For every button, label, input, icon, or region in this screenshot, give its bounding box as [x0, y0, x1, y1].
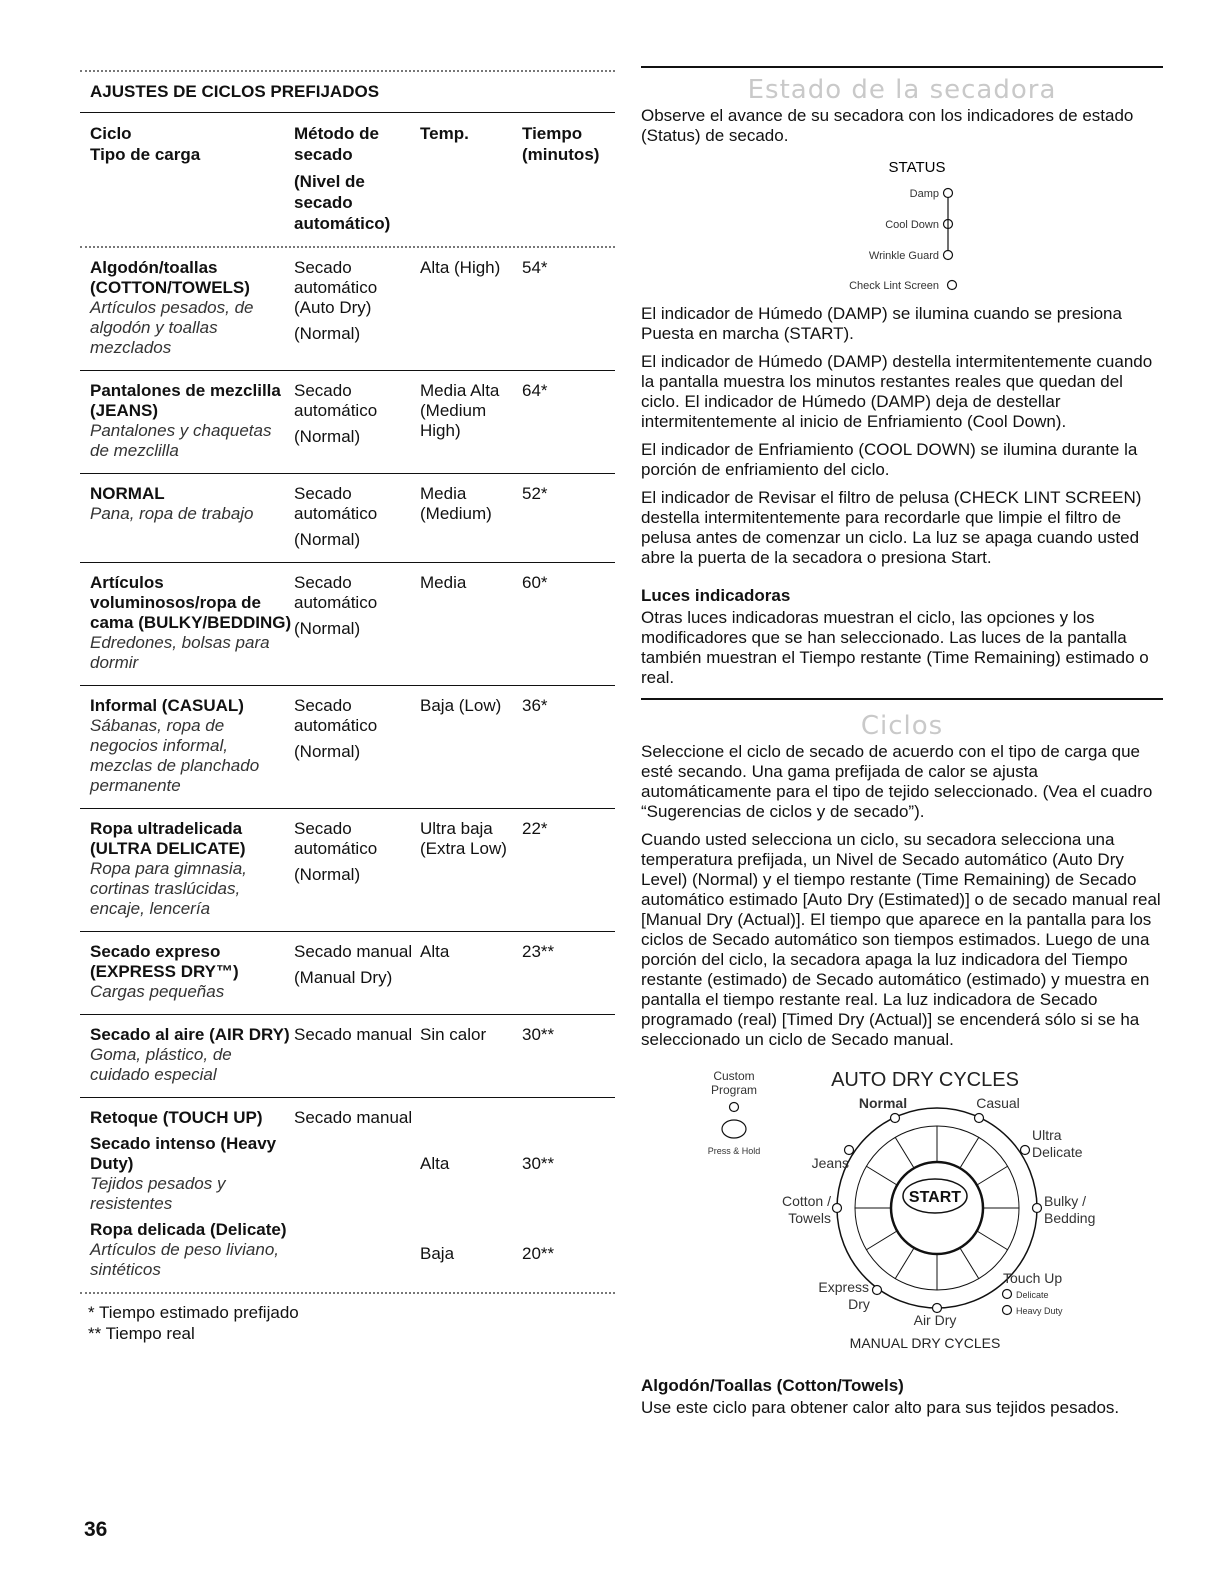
status-lint-light	[948, 281, 957, 290]
start-label: START	[908, 1189, 962, 1206]
header-temp: Temp.	[420, 124, 469, 143]
dry-label: Dry	[848, 1296, 870, 1312]
cycle-method: Secado automático	[294, 696, 378, 735]
paragraph: Cuando usted selecciona un ciclo, su secadora selecciona una temperatura prefijada, un Nivel de Secado automático (Auto Dry Level) (Normal) y el tiempo restante (Time Remaining) de Secado automático estimado [Auto Dry (Estimated)] o de secado manual real [Manual Dry (Actual)]. El tiempo que aparece en la pantalla para los ciclos de Secado automático son tiempos estimados. Luego de una porción del ciclo, la secadora apaga la luz indicadora del Tiempo restante (estimado) de Secado automático (estimado) y muestra en pantalla el tiempo restante real. La luz indicadora de Secado programado (real) [Timed Dry (Actual)] se encenderá sólo si se ha seleccionado un ciclo de Secado manual.	[641, 830, 1161, 1049]
delicate-light	[1003, 1290, 1012, 1299]
towels-label: Towels	[788, 1210, 831, 1226]
table-row	[80, 1015, 615, 1097]
custom-program-light	[730, 1103, 739, 1112]
cycle-temp: Media Alta (Medium High)	[420, 381, 500, 440]
express-label: Express	[818, 1279, 869, 1295]
manual-dry-title: MANUAL DRY CYCLES	[849, 1335, 1001, 1351]
cycle-load: Ropa para gimnasia, cortinas traslúcidas, encaje, lencería	[90, 859, 247, 918]
table-row	[80, 1098, 615, 1292]
cycle-time: 20**	[522, 1244, 555, 1263]
bedding-label: Bedding	[1044, 1210, 1096, 1226]
cycle-load: Sábanas, ropa de negocios informal, mezclas de planchado permanente	[90, 716, 260, 795]
table-row	[80, 932, 615, 1014]
cycle-time: 22*	[522, 819, 548, 838]
cycle-time: 52*	[522, 484, 548, 503]
cycle-method: Secado automático (Auto Dry)	[294, 258, 378, 317]
cycle-temp: Ultra baja (Extra Low)	[420, 819, 507, 858]
table-row	[80, 563, 615, 685]
header-load-type: Tipo de carga	[90, 145, 201, 164]
cycle-temp: Media	[420, 573, 467, 592]
footnote: ** Tiempo real	[88, 1324, 195, 1343]
cycle-time: 30**	[522, 1025, 555, 1044]
cycle-load: Tejidos pesados y resistentes	[90, 1174, 226, 1213]
cycle-temp: Media (Medium)	[420, 484, 492, 523]
table-row	[80, 248, 615, 370]
cycle-time: 54*	[522, 258, 548, 277]
table-header	[80, 113, 615, 246]
express-dry-light	[873, 1286, 882, 1295]
normal-light	[891, 1114, 900, 1123]
casual-light	[975, 1114, 984, 1123]
heavy-duty-label: Heavy Duty	[1016, 1306, 1063, 1316]
header-minutes: (minutos)	[522, 145, 600, 164]
cycle-load: Cargas pequeñas	[90, 982, 225, 1001]
cycle-name: Ropa ultradelicada (ULTRA DELICATE)	[90, 819, 246, 858]
cycle-dial-diagram	[641, 1058, 1163, 1368]
paragraph: El indicador de Húmedo (DAMP) destella intermitentemente cuando la pantalla muestra los minutos restantes reales que quedan del ciclo. El indicador de Húmedo (DAMP) deja de destellar intermitentemente al inicio de Enfriamiento (Cool Down).	[641, 352, 1153, 431]
touch-up-label: Touch Up	[1003, 1270, 1063, 1286]
cycle-name: Secado intenso (Heavy Duty)	[90, 1134, 277, 1173]
cycle-method: Secado automático	[294, 484, 378, 523]
cycle-dry-level: (Normal)	[294, 619, 361, 638]
cycle-method: Secado automático	[294, 573, 378, 612]
normal-label: Normal	[858, 1095, 908, 1111]
header-dry-method: Método de secado	[294, 124, 379, 164]
table-row	[80, 371, 615, 473]
cycle-temp: Sin calor	[420, 1025, 487, 1044]
status-damp-light	[944, 189, 953, 198]
paragraph: El indicador de Húmedo (DAMP) se ilumina cuando se presiona Puesta en marcha (START).	[641, 304, 1122, 343]
cycle-dry-level: (Normal)	[294, 324, 361, 343]
cycle-load: Pantalones y chaquetas de mezclilla	[90, 421, 272, 460]
ultra-delicate-light	[1021, 1146, 1030, 1155]
table-row	[80, 686, 615, 808]
header-dry-level: (Nivel de secado automático)	[294, 172, 391, 233]
heavy-duty-light	[1003, 1306, 1012, 1315]
paragraph: Use este ciclo para obtener calor alto para sus tejidos pesados.	[641, 1398, 1120, 1417]
divider	[80, 1292, 615, 1294]
delicate-sub-label: Delicate	[1016, 1290, 1049, 1300]
cycle-time: 23**	[522, 942, 555, 961]
cycle-method: Secado manual	[294, 942, 413, 961]
cycle-load: Pana, ropa de trabajo	[90, 504, 254, 523]
subheading-luces: Luces indicadoras	[641, 586, 791, 605]
page-number: 36	[84, 1518, 108, 1541]
cycle-name: NORMAL	[90, 484, 165, 503]
footnotes	[88, 1302, 615, 1344]
right-column	[641, 66, 1163, 1426]
cycle-dry-level: (Normal)	[294, 742, 361, 761]
status-cooldown-label: Cool Down	[885, 219, 939, 231]
cycle-temp: Alta (High)	[420, 258, 501, 277]
cotton-label: Cotton /	[781, 1193, 831, 1209]
jeans-label: Jeans	[811, 1155, 849, 1171]
cycle-name: Secado al aire (AIR DRY)	[90, 1025, 290, 1044]
cycle-method: Secado automático	[294, 381, 378, 420]
status-wrinkle-light	[944, 251, 953, 260]
cycle-temp: Baja	[420, 1244, 455, 1263]
cycle-name: Algodón/toallas (COTTON/TOWELS)	[90, 258, 250, 297]
air-dry-label: Air Dry	[913, 1312, 957, 1328]
cycle-name: Retoque (TOUCH UP)	[90, 1108, 263, 1127]
paragraph: El indicador de Revisar el filtro de pelusa (CHECK LINT SCREEN) destella intermitentemente para recordarle que limpie el filtro de pelusa antes de comenzar un ciclo. La luz se apaga cuando usted abre la puerta de la secadora o presiona Start.	[641, 488, 1142, 567]
cycle-time: 64*	[522, 381, 548, 400]
cycle-method: Secado automático	[294, 819, 378, 858]
cycle-settings-table	[80, 70, 615, 1344]
jeans-light	[845, 1146, 854, 1155]
cycle-method: Secado manual	[294, 1025, 413, 1044]
bulky-label: Bulky /	[1044, 1193, 1087, 1209]
cycle-load: Goma, plástico, de cuidado especial	[90, 1045, 232, 1084]
cycle-dry-level: (Normal)	[294, 427, 361, 446]
paragraph: El indicador de Enfriamiento (COOL DOWN) se ilumina durante la porción de enfriamiento del ciclo.	[641, 440, 1138, 479]
casual-label: Casual	[976, 1095, 1020, 1111]
table-title: AJUSTES DE CICLOS PREFIJADOS	[90, 82, 380, 101]
paragraph: Otras luces indicadoras muestran el ciclo, las opciones y los modificadores que se han seleccionado. Las luces de la pantalla también muestran el Tiempo restante (Time Remaining) estimado o real.	[641, 608, 1149, 687]
cycle-time: 36*	[522, 696, 548, 715]
cycle-time: 60*	[522, 573, 548, 592]
status-panel-diagram	[641, 154, 1163, 294]
cycle-name: Ropa delicada (Delicate)	[90, 1220, 287, 1239]
cycle-time: 30**	[522, 1154, 555, 1173]
cycle-load: Artículos de peso liviano, sintéticos	[90, 1240, 279, 1279]
cycle-name: Artículos voluminosos/ropa de cama (BULKY/BEDDING)	[90, 573, 292, 632]
cycle-name: Secado expreso (EXPRESS DRY™)	[90, 942, 239, 981]
cycle-temp: Baja (Low)	[420, 696, 502, 715]
program-label: Program	[710, 1083, 758, 1097]
cycle-dry-level: (Normal)	[294, 865, 361, 884]
cycle-dry-level: (Normal)	[294, 530, 361, 549]
press-hold-label: Press & Hold	[707, 1146, 761, 1156]
footnote: * Tiempo estimado prefijado	[88, 1303, 299, 1322]
cycle-name: Pantalones de mezclilla (JEANS)	[90, 381, 281, 420]
section-title-ciclos: Ciclos	[860, 711, 944, 741]
status-damp-label: Damp	[909, 188, 939, 200]
ultra-label: Ultra	[1032, 1127, 1062, 1143]
subheading-algodon: Algodón/Toallas (Cotton/Towels)	[641, 1376, 904, 1395]
cycle-method: Secado manual	[294, 1108, 413, 1127]
divider	[80, 70, 615, 72]
cycle-temp: Alta	[420, 942, 450, 961]
status-label: STATUS	[888, 159, 946, 176]
divider	[641, 698, 1163, 700]
cycle-load: Edredones, bolsas para dormir	[90, 633, 270, 672]
cycle-name: Informal (CASUAL)	[90, 696, 244, 715]
auto-dry-title: AUTO DRY CYCLES	[831, 1069, 1019, 1091]
header-cycle: Ciclo	[90, 124, 132, 143]
custom-label: Custom	[713, 1069, 755, 1083]
header-time: Tiempo	[522, 124, 583, 143]
table-row	[80, 474, 615, 562]
custom-program-button[interactable]	[722, 1120, 746, 1138]
cycle-temp: Alta	[420, 1154, 450, 1173]
bulky-bedding-light	[1033, 1204, 1042, 1213]
cotton-towels-light	[833, 1204, 842, 1213]
status-lint-label: Check Lint Screen	[849, 280, 939, 292]
cycle-load: Artículos pesados, de algodón y toallas mezclados	[90, 298, 254, 357]
divider	[641, 66, 1163, 68]
table-row	[80, 809, 615, 931]
status-wrinkle-label: Wrinkle Guard	[868, 250, 939, 262]
delicate-label: Delicate	[1032, 1144, 1083, 1160]
paragraph: Seleccione el ciclo de secado de acuerdo con el tipo de carga que esté secando. Una gama prefijada de calor se ajusta automáticamente para el tipo de tejido seleccionado. (Vea el cuadro “Sugerencias de ciclos y de secado”).	[641, 742, 1153, 821]
cycle-dry-level: (Manual Dry)	[294, 968, 393, 987]
section-title-estado: Estado de la secadora	[747, 75, 1057, 105]
paragraph: Observe el avance de su secadora con los indicadores de estado (Status) de secado.	[641, 106, 1134, 145]
